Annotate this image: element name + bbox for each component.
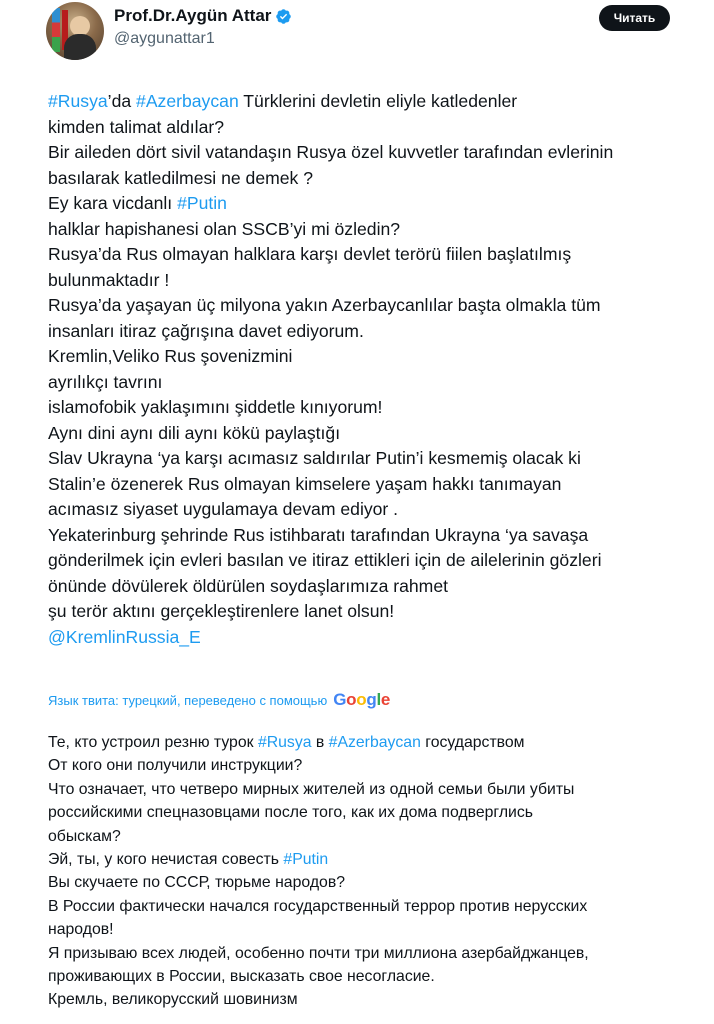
tweet-line: [48, 191, 688, 217]
translation-note-label[interactable]: Язык твита: турецкий, переведено с помощью: [48, 692, 328, 708]
hashtag-link[interactable]: #Putin: [177, 193, 227, 213]
tweet-line: [48, 497, 688, 523]
hashtag-link[interactable]: #Azerbaycan: [136, 91, 239, 111]
text-segment: gönderilmek için evleri basılan ve itiraz ettikleri için de ailelerinin gözleri: [48, 550, 602, 570]
tweet-line: [48, 319, 688, 345]
text-segment: Aynı dini aynı dili aynı kökü paylaştığı: [48, 422, 341, 443]
tweet-line: [48, 166, 688, 192]
tweet-line: [48, 242, 688, 268]
follow-button[interactable]: Читать: [599, 5, 670, 31]
tweet-line: [48, 625, 688, 651]
translation-line: [48, 942, 698, 965]
author-handle[interactable]: @aygunattar1: [114, 30, 215, 47]
translation-line: [48, 778, 698, 801]
tweet-line: [48, 472, 688, 498]
tweet-line: [48, 140, 688, 166]
text-segment: ’da: [107, 91, 137, 111]
text-segment: şu terör aktını gerçekleştirenlere lanet olsun!: [48, 601, 395, 621]
google-logo: Google: [333, 690, 391, 709]
text-segment: Yekaterinburg şehrinde Rus istihbaratı tarafından Ukrayna ‘ya savaşa: [48, 524, 589, 545]
tweet-line: [48, 523, 688, 549]
text-segment: acımasız siyaset uygulamaya devam ediyor .: [48, 499, 399, 519]
text-segment: Rusya’da yaşayan üç milyona yakın Azerbaycanlılar başta olmakla tüm: [48, 295, 601, 315]
text-segment: российскими спецназовцами после того, как их дома подверглись: [48, 804, 534, 822]
tweet-line: [48, 548, 688, 574]
tweet-line: [48, 268, 688, 294]
tweet-line: [48, 293, 688, 319]
translated-text: [48, 731, 698, 1012]
mention-link[interactable]: @KremlinRussia_E: [48, 626, 201, 647]
tweet-line: [48, 421, 688, 447]
text-segment: ayrılıkçı tavrını: [48, 371, 163, 392]
flag-icon: [52, 8, 60, 52]
tweet-line: [48, 89, 688, 115]
translation-line: [48, 801, 698, 824]
text-segment: Вы скучаете по СССР, тюрьме народов?: [48, 874, 346, 892]
text-segment: insanları itiraz çağrışına davet ediyorum.: [48, 320, 364, 341]
avatar[interactable]: [46, 2, 104, 60]
verified-badge-icon: [275, 8, 292, 25]
tweet-line: [48, 115, 688, 141]
translation-line: [48, 895, 698, 918]
tweet-line: [48, 599, 688, 625]
translation-line: [48, 871, 698, 894]
text-segment: Bir aileden dört sivil vatandaşın Rusya özel kuvvetler tarafından evlerinin: [48, 142, 614, 162]
text-segment: Kremlin,Veliko Rus şovenizmini: [48, 346, 293, 366]
translation-line: [48, 918, 698, 941]
translation-line: [48, 825, 698, 848]
tweet-header: [0, 0, 714, 70]
text-segment: Эй, ты, у кого нечистая совесть: [48, 851, 284, 869]
text-segment: От кого они получили инструкции?: [48, 757, 303, 775]
tweet-text: [48, 89, 688, 650]
text-segment: önünde dövülerek öldürülen soydaşlarımıza rahmet: [48, 575, 449, 596]
text-segment: islamofobik yaklaşımını şiddetle kınıyorum!: [48, 397, 383, 417]
text-segment: halklar hapishanesi olan SSCB’yi mi özledin?: [48, 218, 401, 239]
text-segment: обыскам?: [48, 827, 121, 845]
text-segment: В России фактически начался государственный террор против нерусских: [48, 897, 588, 915]
text-segment: в: [311, 734, 329, 751]
text-segment: Кремль, великорусский шовинизм: [48, 991, 298, 1009]
hashtag-link[interactable]: #Rusya: [257, 734, 312, 751]
text-segment: Rusya’da Rus olmayan halklara karşı devlet terörü fiilen başlatılmış: [48, 244, 572, 264]
tweet-line: [48, 574, 688, 600]
hashtag-link[interactable]: #Putin: [283, 851, 329, 869]
text-segment: Türklerini devletin eliyle katledenler: [238, 91, 518, 111]
tweet-line: [48, 344, 688, 370]
tweet-line: [48, 217, 688, 243]
text-segment: проживающих в России, высказать свое несогласие.: [48, 968, 435, 986]
text-segment: basılarak katledilmesi ne demek ?: [48, 167, 314, 188]
author-name[interactable]: Prof.Dr.Aygün Attar: [114, 6, 272, 25]
text-segment: Я призываю всех людей, особенно почти три миллиона азербайджанцев,: [48, 944, 589, 962]
tweet-line: [48, 395, 688, 421]
text-segment: Stalin’e özenerek Rus olmayan kimselere yaşam hakkı tanımayan: [48, 473, 562, 494]
text-segment: Slav Ukrayna ‘ya karşı acımasız saldırılar Putin’i kesmemiş olacak ki: [48, 448, 581, 468]
translation-line: [48, 848, 698, 871]
text-segment: bulunmaktadır !: [48, 269, 170, 290]
person-icon: [70, 16, 90, 36]
tweet-line: [48, 370, 688, 396]
translation-line: [48, 731, 698, 754]
text-segment: государством: [420, 734, 525, 751]
translation-line: [48, 988, 698, 1011]
tweet-line: [48, 446, 688, 472]
text-segment: Что означает, что четверо мирных жителей из одной семьи были убиты: [48, 780, 575, 798]
text-segment: kimden talimat aldılar?: [48, 116, 225, 137]
translation-line: [48, 965, 698, 988]
translation-line: [48, 754, 698, 777]
text-segment: народов!: [48, 921, 114, 939]
person-body: [64, 34, 96, 60]
hashtag-link[interactable]: #Rusya: [48, 91, 108, 111]
hashtag-link[interactable]: #Azerbaycan: [328, 734, 421, 751]
text-segment: Те, кто устроил резню турок: [48, 734, 258, 751]
author-name-row[interactable]: [114, 6, 292, 26]
text-segment: Ey kara vicdanlı: [48, 193, 178, 213]
translation-note[interactable]: [48, 690, 390, 710]
